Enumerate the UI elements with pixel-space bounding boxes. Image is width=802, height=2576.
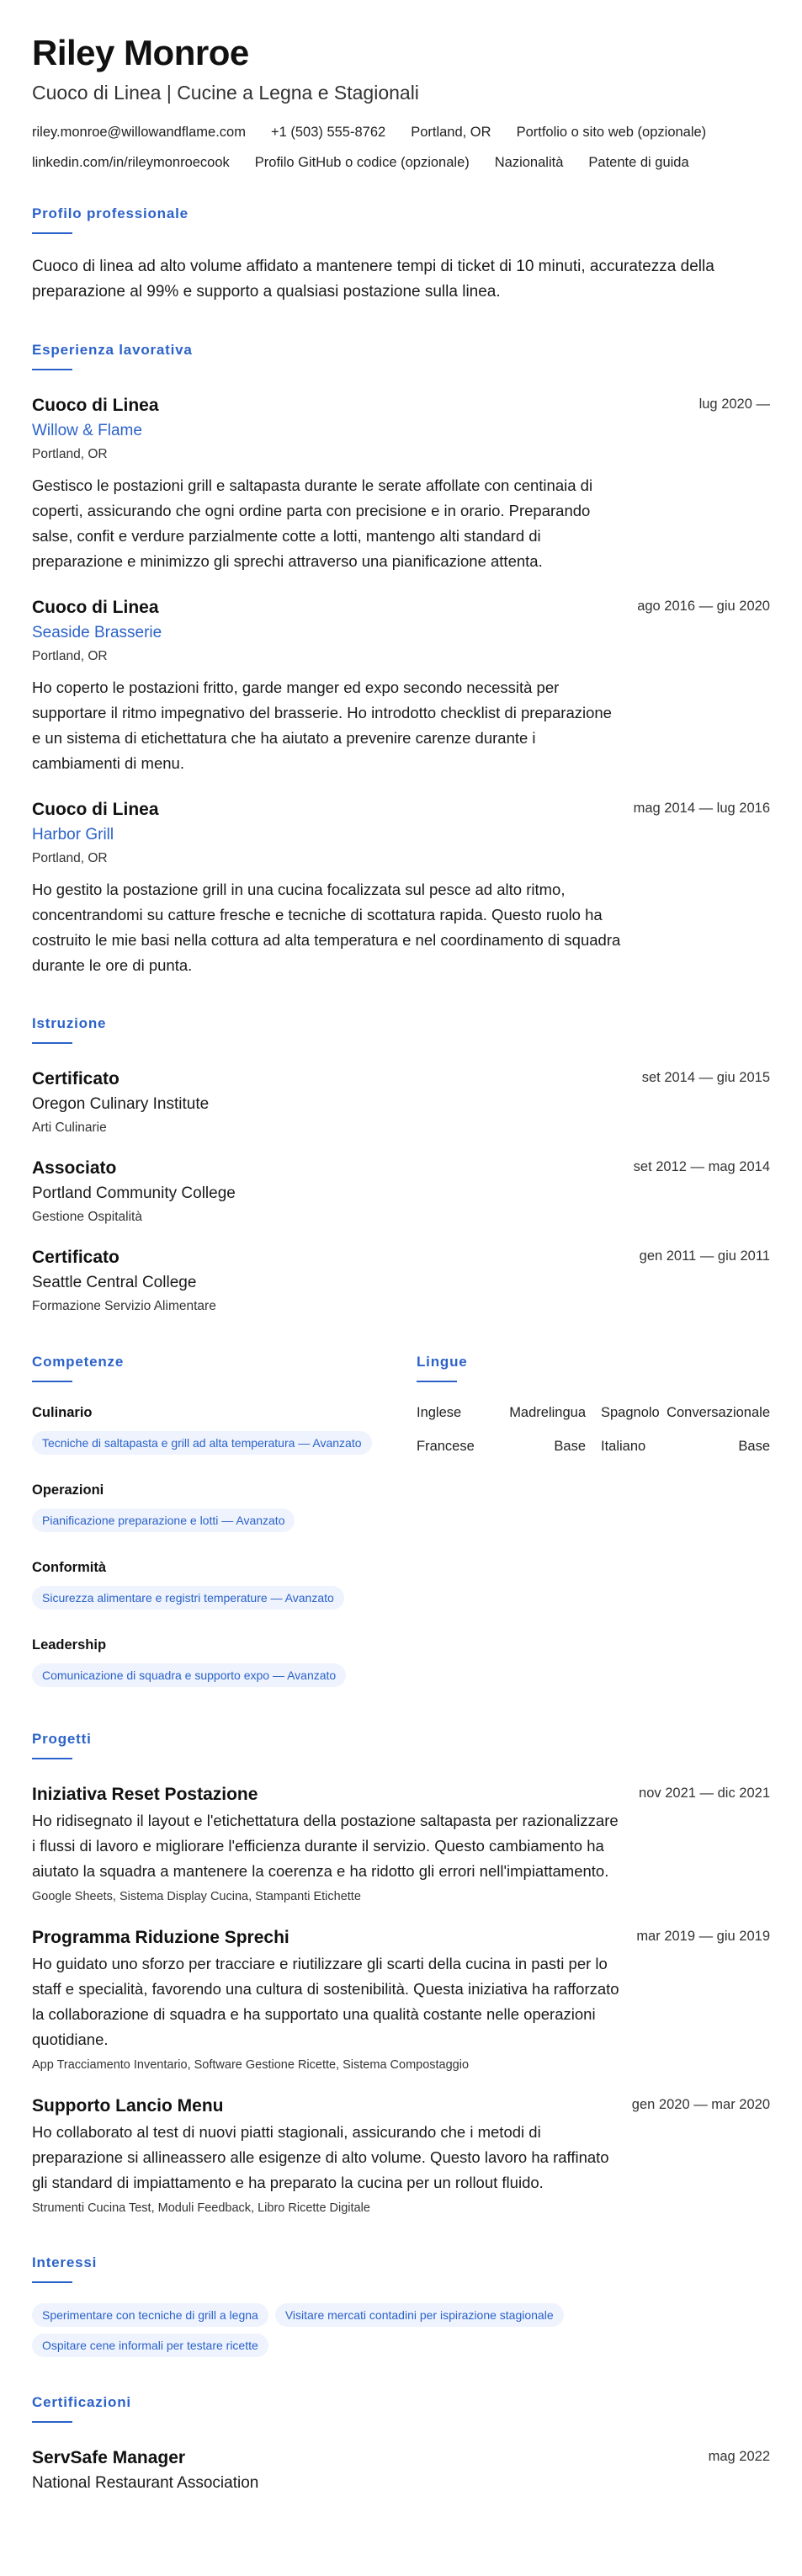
job-location: Portland, OR — [32, 649, 108, 663]
contact-phone[interactable]: +1 (503) 555-8762 — [270, 125, 386, 140]
language-name: Francese — [417, 1439, 475, 1454]
certification-name: ServSafe Manager — [32, 2448, 186, 2467]
project-entry — [32, 1783, 770, 1906]
contact-portfolio[interactable]: Portfolio o sito web (opzionale) — [516, 125, 707, 140]
job-date: lug 2020 — — [698, 397, 770, 412]
skill-category: Operazioni — [32, 1482, 104, 1498]
skill-category: Leadership — [32, 1637, 107, 1653]
section-title: Lingue — [417, 1354, 468, 1370]
skill-chip: Tecniche di saltapasta e grill ad alta temperatura — Avanzato — [32, 1431, 372, 1455]
contact-email[interactable]: riley.monroe@willowandflame.com — [32, 125, 246, 140]
project-date: gen 2020 — mar 2020 — [631, 2097, 770, 2112]
experience-entry — [32, 596, 770, 776]
section-divider — [32, 232, 72, 234]
contact-github[interactable]: Profilo GitHub o codice (opzionale) — [254, 155, 470, 170]
job-date: mag 2014 — lug 2016 — [633, 801, 770, 816]
language-level: Conversazionale — [667, 1405, 770, 1420]
job-location: Portland, OR — [32, 447, 108, 461]
language-item — [417, 1436, 586, 1456]
certifications-section — [32, 2394, 770, 2495]
language-item — [601, 1402, 770, 1423]
interest-chip: Visitare mercati contadini per ispirazione stagionale — [275, 2303, 564, 2327]
projects-section — [32, 1731, 770, 2217]
contact-nationality: Nazionalità — [494, 155, 564, 170]
skill-chip: Sicurezza alimentare e registri temperature — Avanzato — [32, 1586, 344, 1610]
section-title: Esperienza lavorativa — [32, 342, 193, 358]
language-item — [417, 1402, 586, 1423]
education-entry — [32, 1157, 770, 1227]
interest-chip: Sperimentare con tecniche di grill a legna — [32, 2303, 268, 2327]
experience-entry — [32, 798, 770, 978]
section-title: Competenze — [32, 1354, 125, 1370]
language-name: Spagnolo — [601, 1405, 660, 1420]
certification-issuer: National Restaurant Association — [32, 2474, 259, 2492]
job-description: Ho gestito la postazione grill in una cucina focalizzata sul pesce ad alto ritmo, concentrandomi su catture fresche e tecniche di scottatura rapida. Questo ruolo ha costruito le mie basi nella cottura ad alta temperatura e nel coordinamento di squadra durante le ore di punta. — [32, 881, 621, 974]
section-divider — [32, 1758, 72, 1759]
skill-category: Culinario — [32, 1405, 93, 1420]
study-area: Gestione Ospitalità — [32, 1210, 142, 1224]
education-date: gen 2011 — giu 2011 — [639, 1248, 770, 1264]
project-keywords: Google Sheets, Sistema Display Cucina, Stampanti Etichette — [32, 1890, 361, 1903]
study-area: Formazione Servizio Alimentare — [32, 1299, 216, 1313]
certification-date: mag 2022 — [708, 2449, 770, 2464]
profile-summary: Cuoco di linea ad alto volume affidato a mantenere tempi di ticket di 10 minuti, accuratezza della preparazione al 99% e supporto a qualsiasi postazione sulla linea. — [32, 258, 714, 301]
language-list — [417, 1402, 770, 1456]
section-title: Progetti — [32, 1731, 92, 1747]
language-level: Madrelingua — [509, 1405, 586, 1420]
school-name: Oregon Culinary Institute — [32, 1095, 210, 1113]
education-section — [32, 1015, 770, 1317]
project-keywords: Strumenti Cucina Test, Moduli Feedback, Libro Ricette Digitale — [32, 2201, 370, 2215]
skill-group — [32, 1480, 385, 1539]
project-entry — [32, 1926, 770, 2074]
degree: Certificato — [32, 1248, 120, 1267]
job-title: Cuoco di Linea — [32, 800, 159, 819]
skill-category: Conformità — [32, 1560, 106, 1575]
company-name: Willow & Flame — [32, 422, 142, 439]
language-item — [601, 1436, 770, 1456]
section-title: Interessi — [32, 2254, 98, 2270]
section-title: Profilo professionale — [32, 205, 189, 221]
school-name: Portland Community College — [32, 1184, 236, 1202]
language-name: Italiano — [601, 1439, 646, 1454]
education-date: set 2014 — giu 2015 — [641, 1070, 770, 1085]
language-level: Base — [554, 1439, 586, 1454]
contact-location: Portland, OR — [411, 125, 491, 140]
skills-languages-row — [32, 1354, 770, 1694]
company-name: Seaside Brasserie — [32, 624, 162, 641]
project-description: Ho collaborato al test di nuovi piatti stagionali, assicurando che i metodi di preparazione si allineassero alle esigenze di alto volume. Questo lavoro ha raffinato gli standard di impiattamento e ha preparato la cucina per un rollout fluido. — [32, 2123, 609, 2191]
education-date: set 2012 — mag 2014 — [633, 1159, 770, 1174]
skill-chip: Pianificazione preparazione e lotti — Avanzato — [32, 1509, 295, 1532]
interest-list — [32, 2303, 672, 2364]
project-name: Programma Riduzione Sprechi — [32, 1928, 289, 1947]
section-title: Certificazioni — [32, 2394, 131, 2410]
skills-section — [32, 1354, 385, 1694]
contact-driving-license: Patente di guida — [588, 155, 689, 170]
section-title: Istruzione — [32, 1015, 107, 1031]
job-title: Cuoco di Linea — [32, 598, 159, 617]
section-divider — [32, 1042, 72, 1044]
skill-group — [32, 1402, 385, 1461]
job-date: ago 2016 — giu 2020 — [637, 599, 770, 614]
experience-entry — [32, 394, 770, 574]
contact-list — [32, 123, 770, 172]
certification-entry — [32, 2446, 770, 2495]
project-entry — [32, 2094, 770, 2217]
language-level: Base — [738, 1439, 770, 1454]
education-entry — [32, 1067, 770, 1138]
project-date: nov 2021 — dic 2021 — [639, 1786, 770, 1801]
section-divider — [32, 2421, 72, 2423]
education-entry — [32, 1246, 770, 1317]
job-description: Ho coperto le postazioni fritto, garde manger ed expo secondo necessità per supportare il ritmo impegnativo del brasserie. Ho introdotto checklist di preparazione e un sistema di etichettatura che ha aiutato a prevenire carenze durante i cambiamenti di menu. — [32, 679, 612, 772]
candidate-name: Riley Monroe — [32, 33, 249, 72]
project-keywords: App Tracciamento Inventario, Software Gestione Ricette, Sistema Compostaggio — [32, 2058, 470, 2072]
project-name: Iniziativa Reset Postazione — [32, 1785, 258, 1804]
company-name: Harbor Grill — [32, 826, 114, 844]
interests-section — [32, 2254, 770, 2364]
section-divider — [32, 1381, 72, 1382]
job-location: Portland, OR — [32, 851, 108, 865]
section-divider — [32, 2281, 72, 2283]
degree: Certificato — [32, 1069, 120, 1088]
section-divider — [417, 1381, 457, 1382]
study-area: Arti Culinarie — [32, 1120, 107, 1135]
project-description: Ho guidato uno sforzo per tracciare e riutilizzare gli scarti della cucina in pasti per lo staff e specialità, favorendo una cultura di sostenibilità. Questa iniziativa ha rafforzato la collaborazione di squadra e ha supportato una qualità costante nelle operazioni quotidiane. — [32, 1955, 619, 2048]
school-name: Seattle Central College — [32, 1274, 197, 1291]
experience-section — [32, 342, 770, 978]
skill-group — [32, 1635, 385, 1694]
skill-group — [32, 1557, 385, 1616]
project-date: mar 2019 — giu 2019 — [636, 1929, 770, 1944]
language-name: Inglese — [417, 1405, 462, 1420]
profile-section — [32, 205, 770, 305]
project-name: Supporto Lancio Menu — [32, 2096, 224, 2116]
skill-chip: Comunicazione di squadra e supporto expo — Avanzato — [32, 1663, 346, 1687]
project-description: Ho ridisegnato il layout e l'etichettatura della postazione saltapasta per razionalizzare i flussi di lavoro e migliorare l'efficienza durante il servizio. Questo cambiamento ha aiutato la squadra a mantenere la coerenza e ha ridotto gli errori nell'impiattamento. — [32, 1812, 619, 1880]
contact-linkedin[interactable]: linkedin.com/in/rileymonroecook — [32, 155, 230, 170]
job-title: Cuoco di Linea — [32, 396, 159, 415]
interest-chip: Ospitare cene informali per testare ricette — [32, 2334, 268, 2357]
resume-header — [32, 32, 770, 172]
languages-section — [417, 1354, 770, 1694]
job-description: Gestisco le postazioni grill e saltapasta durante le serate affollate con centinaia di coperti, assicurando che ogni ordine parta con precisione e in orario. Preparando salse, confit e verdure parzialmente cotte a lotti, mantengo alti standard di preparazione e minimizzo gli sprechi attraverso una pianificazione attenta. — [32, 476, 593, 570]
section-divider — [32, 369, 72, 370]
headline: Cuoco di Linea | Cucine a Legna e Stagionali — [32, 82, 419, 104]
degree: Associato — [32, 1158, 117, 1178]
